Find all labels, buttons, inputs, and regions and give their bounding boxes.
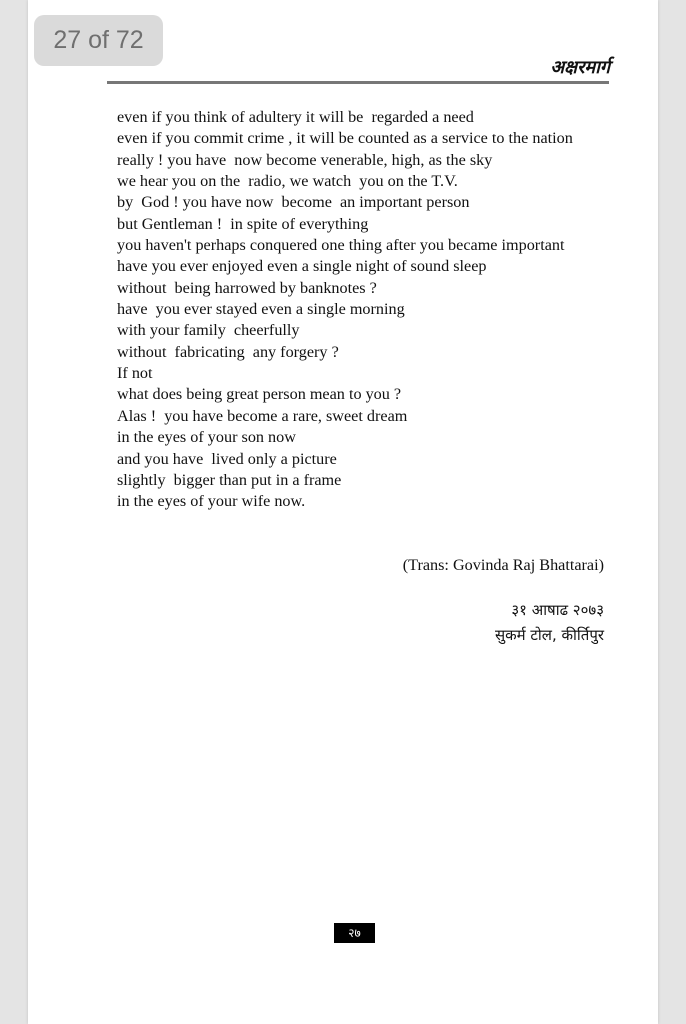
poem-line: we hear you on the radio, we watch you on the T.V. <box>117 172 458 191</box>
poem-line: even if you commit crime , it will be counted as a service to the nation <box>117 129 573 148</box>
poem-line: have you ever enjoyed even a single night of sound sleep <box>117 257 487 276</box>
poem-line: in the eyes of your wife now. <box>117 492 306 511</box>
poem-line: slightly bigger than put in a frame <box>117 470 342 489</box>
poem-line: even if you think of adultery it will be regarded a need <box>117 108 474 126</box>
poem-line: by God ! you have now become an important person <box>117 193 470 212</box>
poem-line: with your family cheerfully <box>117 321 300 340</box>
poem-line: in the eyes of your son now <box>117 428 296 447</box>
signature-block <box>495 598 604 648</box>
poem-line: without being harrowed by banknotes ? <box>117 278 377 297</box>
poem-line: Alas ! you have become a rare, sweet dream <box>117 406 408 425</box>
poem-line: and you have lived only a picture <box>117 449 337 468</box>
poem-line: really ! you have now become venerable, high, as the sky <box>117 150 493 169</box>
poem-line: but Gentleman ! in spite of everything <box>117 214 369 233</box>
poem-line: you haven't perhaps conquered one thing after you became important <box>117 236 565 255</box>
poem-line: If not <box>117 364 153 383</box>
page-number: २७ <box>334 923 375 943</box>
poem-body <box>107 107 607 513</box>
translator-credit: (Trans: Govinda Raj Bhattarai) <box>402 556 604 574</box>
signature-date: ३१ आषाढ २०७३ <box>511 601 604 619</box>
page-counter-badge: 27 of 72 <box>34 15 163 66</box>
poem-line: have you ever stayed even a single morning <box>117 300 405 319</box>
running-title: अक्षरमार्ग <box>550 57 610 78</box>
poem-line: what does being great person mean to you ? <box>117 385 402 404</box>
header-rule <box>107 81 609 84</box>
poem-line: without fabricating any forgery ? <box>117 342 339 361</box>
signature-place: सुकर्म टोल, कीर्तिपुर <box>494 626 604 644</box>
